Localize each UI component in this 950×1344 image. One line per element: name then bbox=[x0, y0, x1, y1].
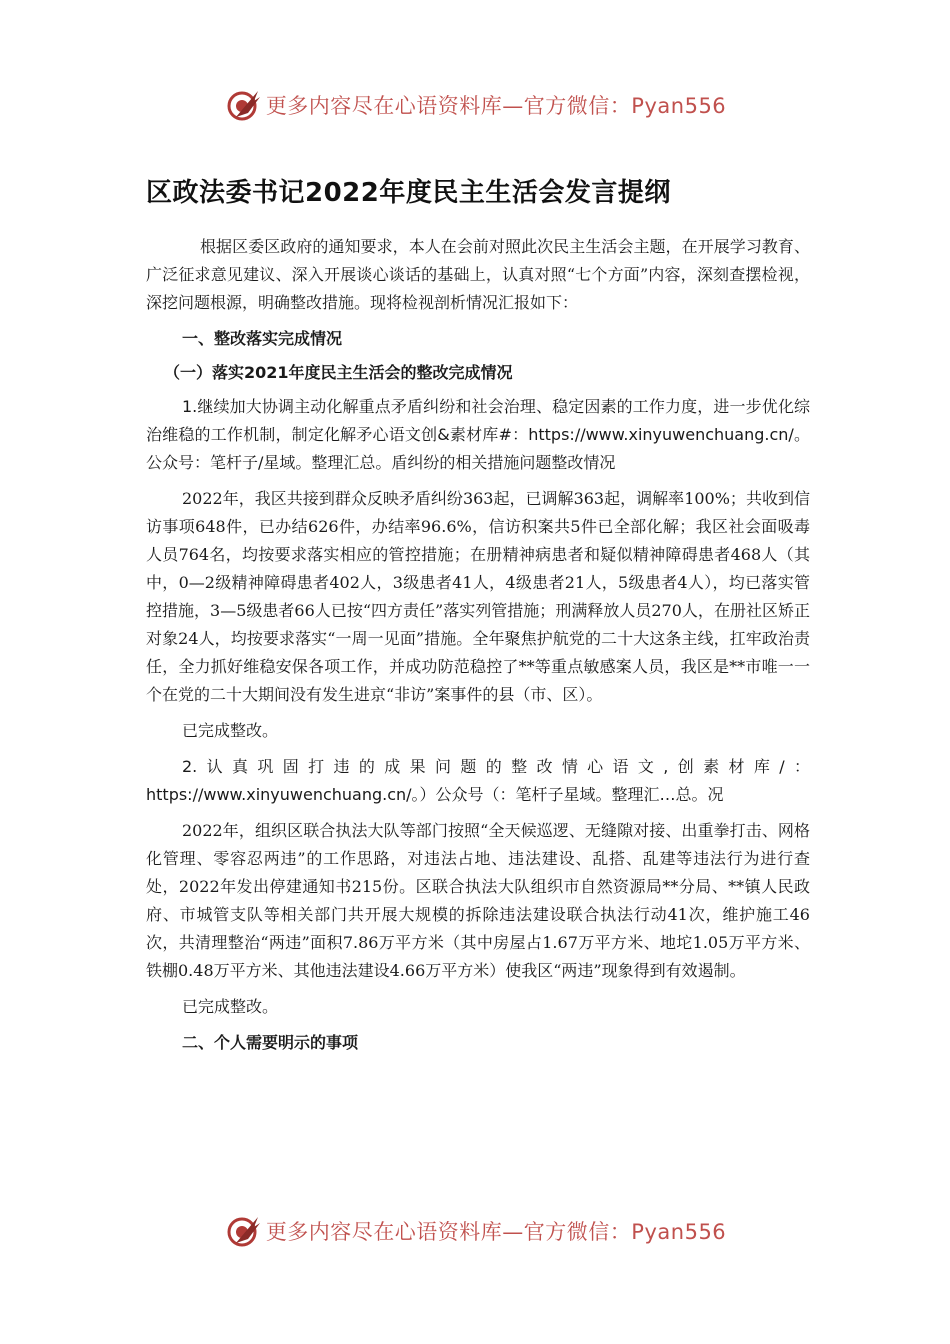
banner-text: 更多内容尽在心语资料库—官方微信：Pyan556 bbox=[265, 1220, 727, 1244]
section-heading-1: 一、整改落实完成情况 bbox=[182, 329, 343, 348]
item-1-status: 已完成整改。 bbox=[182, 721, 279, 740]
document-body bbox=[146, 172, 810, 1063]
footer-banner bbox=[0, 1206, 950, 1256]
item-1-title: 1.继续加大协调主动化解重点矛盾纠纷和社会治理、稳定因素的工作力度，进一步优化综治维稳的工作机制，制定化解矛心语文创&素材库#：https://www.xinyuwenchuang.cn/。公众号：笔杆子/星域。整理汇总。盾纠纷的相关措施问题整改情况 bbox=[146, 397, 810, 472]
banner-text: 更多内容尽在心语资料库—官方微信：Pyan556 bbox=[265, 94, 727, 118]
intro-paragraph: 根据区委区政府的通知要求，本人在会前对照此次民主生活会主题，在开展学习教育、广泛征求意见建议、深入开展谈心谈话的基础上，认真对照“七个方面”内容，深刻查摆检视，深挖问题根源，明确整改措施。现将检视剖析情况汇报如下： bbox=[146, 237, 810, 312]
subsection-heading-1: （一）落实2021年度民主生活会的整改完成情况 bbox=[164, 363, 513, 382]
quill-logo-icon bbox=[224, 85, 264, 125]
document-title: 区政法委书记2022年度民主生活会发言提纲 bbox=[146, 178, 671, 208]
quill-logo-icon bbox=[224, 1211, 264, 1251]
section-heading-2: 二、个人需要明示的事项 bbox=[182, 1033, 359, 1052]
item-2-body: 2022年，组织区联合执法大队等部门按照“全天候巡逻、无缝隙对接、出重拳打击、网格化管理、零容忍两违”的工作思路，对违法占地、违法建设、乱搭、乱建等违法行为进行查处，2022年发出停建通知书215份。区联合执法大队组织市自然资源局**分局、**镇人民政府、市城管支队等相关部门共开展大规模的拆除违法建设联合执法行动41次，维护施工46次，共清理整治“两违”面积7.86万平方米（其中房屋占1.67万平方米、地坨1.05万平方米、铁棚0.48万平方米、其他违法建设4.66万平方米）使我区“两违”现象得到有效遏制。 bbox=[146, 821, 810, 980]
item-2-title: 2.认真巩固打违的成果问题的整改情心语文,创素材库/：https://www.xinyuwenchuang.cn/。）公众号（：笔杆子星域。整理汇…总。况 bbox=[146, 757, 810, 804]
item-2-status: 已完成整改。 bbox=[182, 997, 279, 1016]
header-banner bbox=[0, 80, 950, 130]
item-1-body: 2022年，我区共接到群众反映矛盾纠纷363起，已调解363起，调解率100%；共收到信访事项648件，已办结626件，办结率96.6%，信访积案共5件已全部化解；我区社会面吸毒人员764名，均按要求落实相应的管控措施；在册精神病患者和疑似精神障碍患者468人（其中，0—2级精神障碍患者402人，3级患者41人，4级患者21人，5级患者4人），均已落实管控措施，3—5级患者66人已按“四方责任”落实列管措施；刑满释放人员270人，在册社区矫正对象24人，均按要求落实“一周一见面”措施。全年聚焦护航党的二十大这条主线，扛牢政治责任，全力抓好维稳安保各项工作，并成功防范稳控了**等重点敏感案人员，我区是**市唯一一个在党的二十大期间没有发生进京“非访”案事件的县（市、区）。 bbox=[146, 489, 810, 704]
